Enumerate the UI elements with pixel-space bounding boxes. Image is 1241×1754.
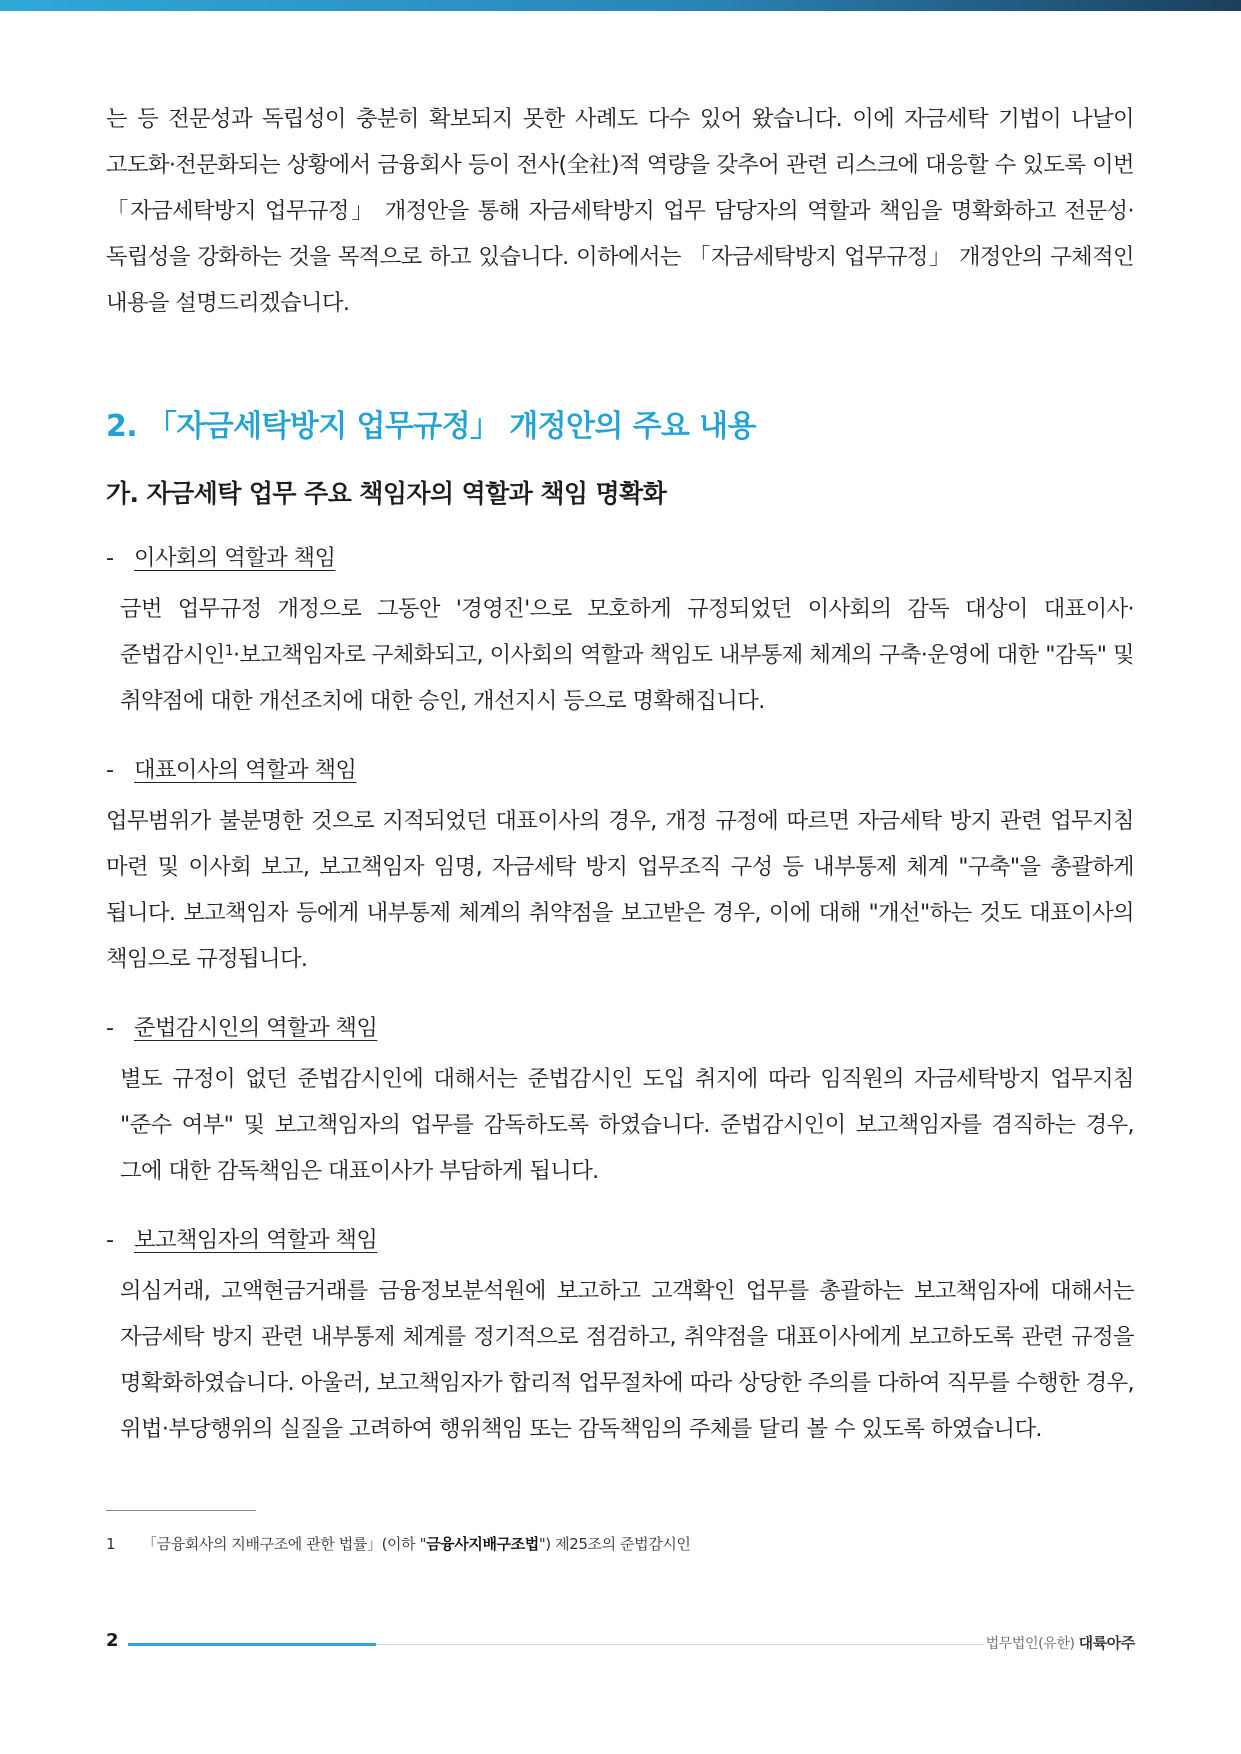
item-label: 대표이사의 역할과 책임: [134, 757, 357, 783]
top-accent-bar: [0, 0, 1241, 11]
footnote-text: 「금융회사의 지배구조에 관한 법률」(이하 ": [142, 1535, 427, 1553]
item-compliance-officer: [106, 1008, 1134, 1194]
item-body: 업무범위가 불분명한 것으로 지적되었던 대표이사의 경우, 개정 규정에 따르면 자금세탁 방지 관련 업무지침 마련 및 이사회 보고, 보고책임자 임명, 자금세탁 방지 업무조직 구성 등 내부통제 체계 "구축"을 총괄하게 됩니다. 보고책임자 등에게 내부통제 체계의 취약점을 보고받은 경우, 이에 대해 "개선"하는 것도 대표이사의 책임으로 규정됩니다.: [106, 808, 1134, 972]
item-label: 보고책임자의 역할과 책임: [134, 1227, 378, 1253]
section-title: 2. 「자금세탁방지 업무규정」 개정안의 주요 내용: [106, 409, 756, 444]
dash-marker: -: [106, 1015, 114, 1041]
item-body: 의심거래, 고액현금거래를 금융정보분석원에 보고하고 고객확인 업무를 총괄하는 보고책임자에 대해서는 자금세탁 방지 관련 내부통제 체계를 정기적으로 점검하고, 취약점을 대표이사에게 보고하도록 관련 규정을 명확화하였습니다. 아울러, 보고책임자가 합리적 업무절차에 따라 상당한 주의를 다하여 직무를 수행한 경우, 위법·부당행위의 실질을 고려하여 행위책임 또는 감독책임의 주체를 달리 볼 수 있도록 하였습니다.: [120, 1278, 1134, 1442]
footer-divider-line: [376, 1644, 984, 1645]
item-heading: [106, 750, 1134, 790]
item-reporting-officer: [106, 1220, 1134, 1452]
page-number: 2: [106, 1630, 119, 1651]
dash-marker: -: [106, 1227, 114, 1253]
body-text: ·보고책임자로 구체화되고, 이사회의 역할과 책임도 내부통제 체계의 구축·운영에 대한 "감독" 및 취약점에 대한 개선조치에 대한 승인, 개선지시 등으로 명확해집니다.: [120, 642, 1134, 714]
item-heading: [106, 1008, 1134, 1048]
page-content: [106, 96, 1134, 1476]
firm-brand: 대륙아주: [1078, 1634, 1135, 1652]
footnote-ref[interactable]: 1: [224, 643, 234, 659]
item-heading: [106, 1220, 1134, 1260]
subsection-title: 가. 자금세탁 업무 주요 책임자의 역할과 책임 명확화: [106, 479, 667, 508]
item-label: 준법감시인의 역할과 책임: [134, 1015, 378, 1041]
item-heading: [106, 538, 1134, 578]
item-body: [106, 586, 1134, 724]
body-text: 금번 업무규정 개정으로 그동안 '경영진'으로 모호하게 규정되었던 이사회의 감독 대상이 대표이사·준법감시인: [120, 596, 1134, 668]
footnote-bold-term: 금융사지배구조법: [426, 1535, 539, 1553]
footer-firm-name: [986, 1632, 1135, 1653]
footnote-divider: [106, 1510, 256, 1511]
dash-marker: -: [106, 757, 114, 783]
item-body: 별도 규정이 없던 준법감시인에 대해서는 준법감시인 도입 취지에 따라 임직원의 자금세탁방지 업무지침 "준수 여부" 및 보고책임자의 업무를 감독하도록 하였습니다. 준법감시인이 보고책임자를 겸직하는 경우, 그에 대한 감독책임은 대표이사가 부담하게 됩니다.: [120, 1066, 1134, 1184]
firm-prefix: 법무법인(유한): [985, 1636, 1075, 1652]
intro-paragraph: 는 등 전문성과 독립성이 충분히 확보되지 못한 사례도 다수 있어 왔습니다. 이에 자금세탁 기법이 나날이 고도화·전문화되는 상황에서 금융회사 등이 전사(全社)적 역량을 갖추어 관련 리스크에 대응할 수 있도록 이번 「자금세탁방지 업무규정」 개정안을 통해 자금세탁방지 업무 담당자의 역할과 책임을 명확화하고 전문성·독립성을 강화하는 것을 목적으로 하고 있습니다. 이하에서는 「자금세탁방지 업무규정」 개정안의 구체적인 내용을 설명드리겠습니다.: [106, 106, 1134, 316]
footnote: [106, 1532, 691, 1556]
item-ceo: [106, 750, 1134, 982]
item-label: 이사회의 역할과 책임: [134, 545, 336, 571]
item-board: [106, 538, 1134, 724]
footer-accent-line: [128, 1643, 376, 1646]
footnote-number: 1: [106, 1535, 116, 1553]
footnote-text: ") 제25조의 준법감시인: [538, 1535, 691, 1553]
dash-marker: -: [106, 545, 114, 571]
